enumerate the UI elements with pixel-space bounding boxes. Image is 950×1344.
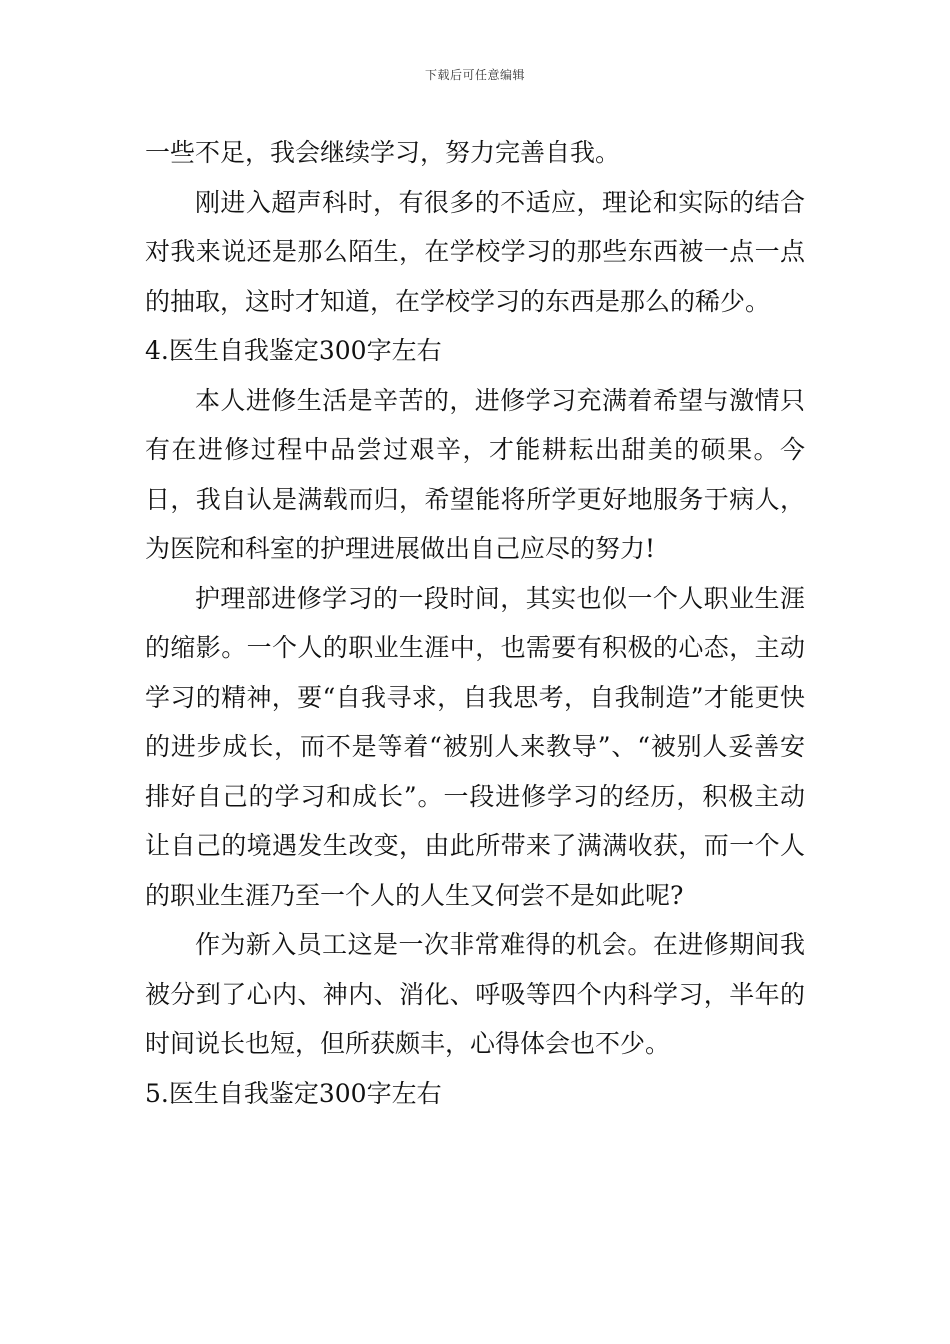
paragraph-continuation: 一些不足，我会继续学习，努力完善自我。 [145,138,621,167]
paragraph-training-life: 本人进修生活是辛苦的，进修学习充满着希望与激情只有在进修过程中品尝过艰辛，才能耕耘出甜美的硕果。今日，我自认是满载而归，希望能将所学更好地服务于病人，为医院和科室的护理进展做出自己应尽的努力! [145,385,805,563]
paragraph-nursing-dept: 护理部进修学习的一段时间，其实也似一个人职业生涯的缩影。一个人的职业生涯中，也需要有积极的心态，主动学习的精神，要“自我寻求，自我思考，自我制造”才能更快的进步成长，而不是等着“被别人来教导”、“被别人妥善安排好自己的学习和成长”。一段进修学习的经历，积极主动让自己的境遇发生改变，由此所带来了满满收获，而一个人的职业生涯乃至一个人的人生又何尝不是如此呢? [145,583,805,910]
section-heading-5: 5.医生自我鉴定300字左右 [145,1078,442,1108]
paragraph-new-employee: 作为新入员工这是一次非常难得的机会。在进修期间我被分到了心内、神内、消化、呼吸等四个内科学习，半年的时间说长也短，但所获颇丰，心得体会也不少。 [145,930,805,1058]
page-header-note: 下载后可任意编辑 [424,68,525,82]
section-heading-4: 4.医生自我鉴定300字左右 [145,336,442,365]
paragraph-ultrasound: 刚进入超声科时，有很多的不适应，理论和实际的结合对我来说还是那么陌生，在学校学习的那些东西被一点一点的抽取，这时才知道，在学校学习的东西是那么的稀少。 [145,187,805,316]
document-body [145,128,805,1118]
